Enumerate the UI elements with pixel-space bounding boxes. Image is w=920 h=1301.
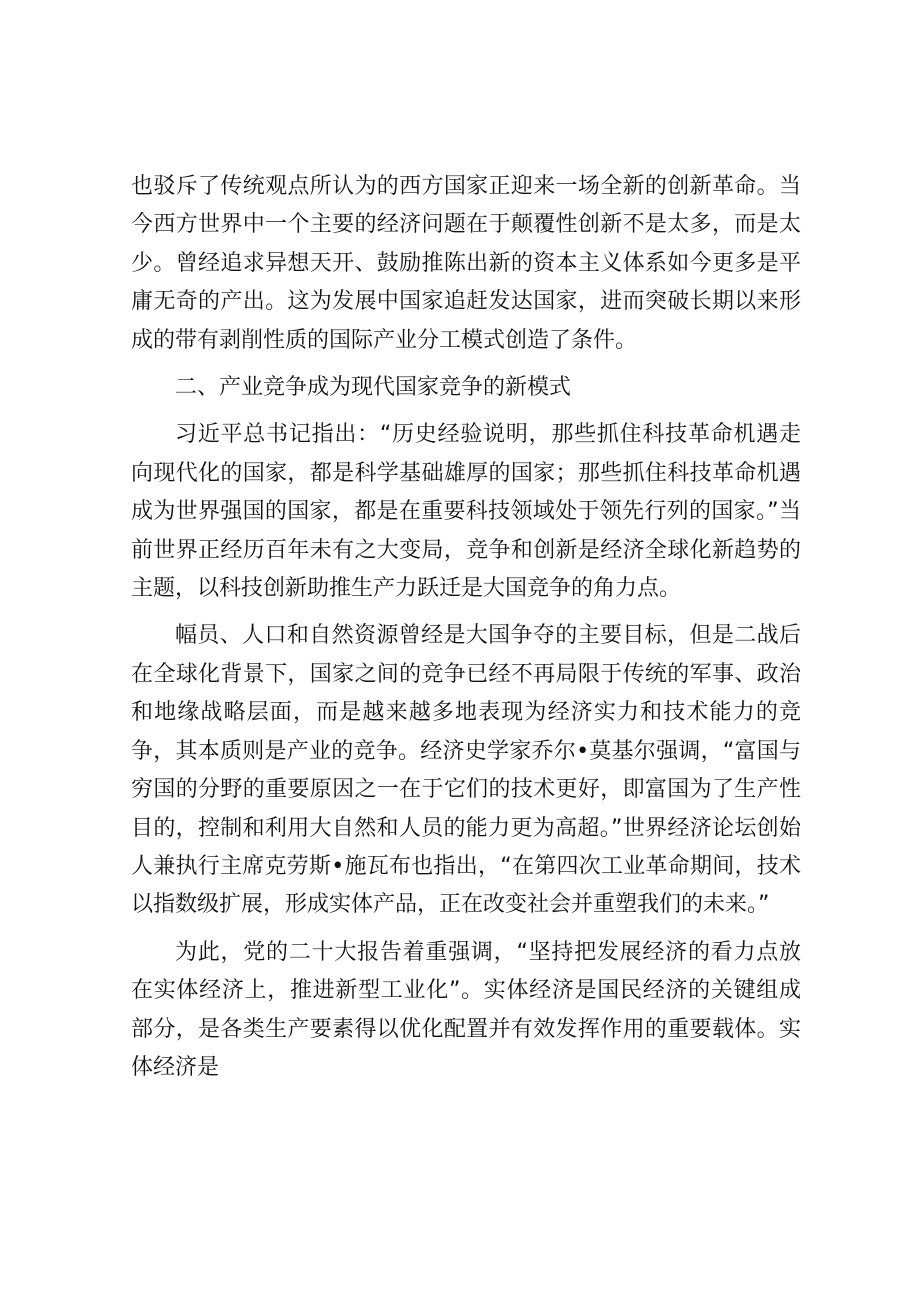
paragraph-real-economy: 为此，党的二十大报告着重强调，“坚持把发展经济的看力点放在实体经济上，推进新型工业化”。实体经济是国民经济的关键组成部分，是各类生产要素得以优化配置并有效发挥作用的重要载体。实体经济是 xyxy=(131,939,801,1080)
paragraph-continuation: 也驳斥了传统观点所认为的西方国家正迎来一场全新的创新革命。当今西方世界中一个主要的经济问题在于颠覆性创新不是太多，而是太少。曾经追求异想天开、鼓励推陈出新的资本主义体系如今更多是平庸无奇的产出。这为发展中国家追赶发达国家，进而突破长期以来形成的带有剥削性质的国际产业分工模式创造了条件。 xyxy=(131,174,801,353)
section-heading: 二、产业竞争成为现代国家竞争的新模式 xyxy=(175,375,572,401)
paragraph-industry-competition: 幅员、人口和自然资源曾经是大国争夺的主要目标，但是二战后在全球化背景下，国家之间的竞争已经不再局限于传统的军事、政治和地缘战略层面，而是越来越多地表现为经济实力和技术能力的竞争，其本质则是产业的竞争。经济史学家乔尔•莫基尔强调，“富国与穷国的分野的重要原因之一在于它们的技术更好，即富国为了生产性目的，控制和利用大自然和人员的能力更为高超。”世界经济论坛创始人兼执行主席克劳斯•施瓦布也指出，“在第四次工业革命期间，技术以指数级扩展，形成实体产品，正在改变社会并重塑我们的未来。” xyxy=(131,623,801,918)
document-body xyxy=(131,168,801,1087)
paragraph-quote-xi: 习近平总书记指出：“历史经验说明，那些抓住科技革命机遇走向现代化的国家，都是科学基础雄厚的国家；那些抓住科技革命机遇成为世界强国的国家，都是在重要科技领域处于领先行列的国家。”当前世界正经历百年未有之大变局，竞争和创新是经济全球化新趋势的主题，以科技创新助推生产力跃迁是大国竞争的角力点。 xyxy=(131,422,801,602)
